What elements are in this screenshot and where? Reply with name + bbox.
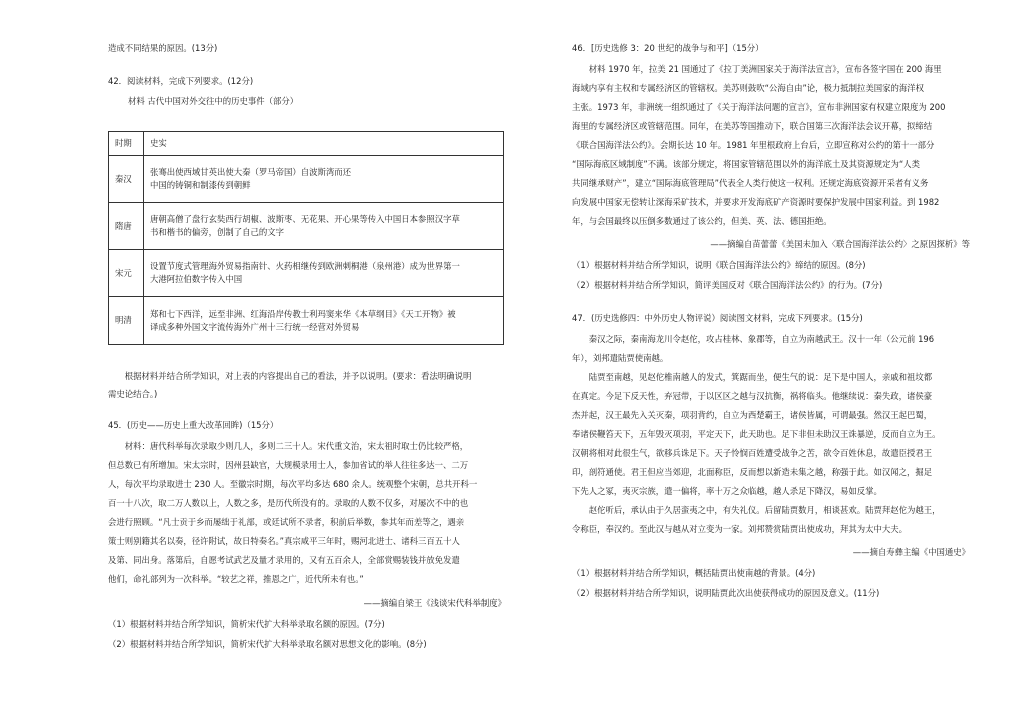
event-line: 张骞出使西域甘英出使大秦（罗马帝国）自波斯湾而还 [150,167,351,178]
q47-material-line: 汉朝将相对此很生气，欲移兵诛足下。天子怜悯百姓遭受战争之苦，欲令百姓休息，故遣臣授君王 [572,448,933,458]
table-cell-period: 隋唐 [109,203,144,250]
event-line: 书和楷书的偏旁，创制了自己的文字 [150,227,284,237]
table-row [109,297,504,345]
q46-material-line: 材料 1970 年，拉美 21 国通过了《拉丁美洲国家关于海洋法宣言》，宣布各签字国在 200 海里 [588,64,942,74]
q45-material-line: 及第、同出身。落第后，自愿考试武艺及量才录用的，又有五百余人，全部赏赐装钱并放免发遣 [108,555,460,565]
q46-material-line: 《联合国海洋法公约》。会期长达 10 年。1981 年里根政府上台后，立即宣称对公约的第十一部分 [572,140,935,150]
table-cell-period: 秦汉 [109,156,144,203]
event-line: 译成多种外国文字流传海外广州十三行统一经营对外贸易 [150,321,360,332]
q46-material-line: 年，与会国最终以压倒多数通过了该公约，但美、英、法、德国拒绝。 [572,216,832,226]
table-cell-period: 明清 [109,297,144,345]
q46-subquestion-1: （1）根据材料并结合所学知识，说明《联合国海洋法公约》缔结的原因。(8分) [572,260,866,270]
q47-subquestion-2: （2）根据材料并结合所学知识，说明陆贾此次出使获得成功的原因及意义。(11分) [572,588,880,598]
q42-instruction-line-2: 需史论结合。) [108,389,158,399]
q46-subquestion-2: （2）根据材料并结合所学知识，简评美国反对《联合国海洋法公约》的行为。(7分) [572,280,883,290]
q47-material-line: 在真定。今足下反天性，弃冠带，于以区区之越与汉抗衡，祸将临头。他继续说：秦失政，诸侯豪 [572,391,933,401]
q42-header: 42．阅读材料，完成下列要求。(12分) [108,76,254,86]
q47-material-line: 下先人之冢，夷灭宗族，遣一偏将，率十万之众临越，越人杀足下降汉，易如反掌。 [572,486,882,496]
q47-material-line: 秦汉之际，秦南海龙川令赵佗，攻占桂林、象郡等，自立为南越武王。汉十一年（公元前 196 [588,334,935,344]
event-line: 设置节度式管理海外贸易指南针、火药相继传到欧洲刺桐港（泉州港）成为世界第一 [150,261,460,272]
q46-material-line: 海域内享有主权和专属经济区的管辖权。美苏则鼓吹“公海自由”论，极力抵制拉美国家的海洋权 [572,83,925,93]
q45-material-line: 人，每次平均录取进士 230 人。至徽宗时期，每次平均多达 680 余人。统观整个宋朝，总共开科一 [108,479,478,489]
q46-header: 46．[历史选修 3：20 世纪的战争与和平]（15分） [572,43,764,53]
table-row [109,156,504,203]
table-cell-event [144,203,504,250]
q46-material-line: 向发展中国家无偿转让深海采矿技术，并要求开发海底矿产资源时要保护发展中国家利益。到 1982 [572,197,940,207]
q46-material-line: 主张。1973 年，非洲统一组织通过了《关于海洋法问题的宣言》，宣布非洲国家有权建立限度为 200 [572,102,946,112]
q47-material-line: 陆贾至南越，见赵佗椎南越人的发式，箕踞而坐，便生气的说：足下是中国人，亲戚和祖坟都 [588,372,933,382]
q47-material-line: 令称臣，奉汉约。至此汉与越从对立变为一家。刘邦赞赏陆贾出使成功，拜其为太中大夫。 [572,524,907,534]
q45-material-line: 百一十八次，取二万人数以上，人数之多，是历代所没有的。录取的人数不仅多，对屡次不中的也 [108,498,469,508]
q47-source: ——摘自寿彝主编《中国通史》 [852,547,970,557]
history-events-table [108,131,504,345]
q47-subquestion-1: （1）根据材料并结合所学知识，概括陆贾出使南越的背景。(4分) [572,568,816,578]
q46-material-line: “国际海底区域制度”不满。该部分规定，将国家管辖范围以外的海洋底土及其资源规定为“人类 [572,159,921,169]
event-line: 大港阿拉伯数字传入中国 [150,274,243,284]
table-row [109,203,504,250]
q45-subquestion-2: （2）根据材料并结合所学知识，简析宋代扩大科举录取名额对思想文化的影响。(8分) [108,639,427,649]
table-cell-event [144,250,504,297]
q42-material-title: 材料 古代中国对外交往中的历史事件（部分） [128,96,299,106]
q45-material-line: 但总数已有所增加。宋太宗时，因州县缺官，大规模录用士人，参加省试的举人往往多达一、二万 [108,460,469,470]
table-cell-event [144,156,504,203]
q46-source: ——摘编自苗蕾蕾《美国未加入〈联合国海洋法公约〉之原因探析》等 [710,239,970,249]
q45-material-line: 会进行照顾。“凡士贡于乡而屡绌于礼部，或廷试所不录者，积前后举数，参其年而差等之，遇亲 [108,517,465,527]
table-header-period: 时期 [109,132,144,156]
table-cell-event [144,297,504,345]
q47-material-line: 赵佗听后，承认由于久居蛮夷之中，有失礼仪。后留陆贾数月，相谈甚欢。陆贾拜赵佗为越王， [588,505,941,515]
q47-header: 47．(历史选修四：中外历史人物评说）阅读图文材料，完成下列要求。(15分) [572,313,863,323]
q45-subquestion-1: （1）根据材料并结合所学知识，简析宋代扩大科举录取名额的原因。(7分) [108,619,385,629]
table-header-row [109,132,504,156]
q47-material-line: 杰并起，汉王最先入关灭秦，项羽背约，自立为西楚霸王，诸侯皆属，可谓最强。然汉王起巴蜀， [572,410,933,420]
q45-material-line: 他们，命礼部列为一次科举。“较艺之祥，推恩之广，近代所未有也。” [108,574,364,584]
table-row [109,250,504,297]
q46-material-line: 海里的专属经济区或管辖范围。同年，在美苏等国推动下，联合国第三次海洋法会议开幕，拟缔结 [572,121,933,131]
table-cell-period: 宋元 [109,250,144,297]
event-line: 唐朝高僧了盘行玄奘西行胡椒、波斯枣、无花果、开心果等传入中国日本参照汉字草 [150,214,460,225]
event-line: 中国的铸铜和制漆传到朝鲜 [150,180,251,190]
q46-material-line: 共同继承财产”，建立“国际海底管理局”代表全人类行使这一权利。还规定海底资源开采者有义务 [572,178,929,188]
table-header-event: 史实 [144,132,504,156]
q45-material-line: 策士则别籍其名以奏，径许附试，故日特奏名。”真宗咸平三年时，赐河北进士、诸科三百五十人 [108,536,460,546]
q47-material-line: 印，剖符通使。君王但应当郊迎，北面称臣，反而想以新造未集之越，称强于此。如汉闻之，掘足 [572,467,933,477]
q45-material-line: 材料：唐代科举每次录取少则几人，多则二三十人。宋代重文治，宋太祖时取士仍比较严格， [124,441,469,451]
event-line: 郑和七下西洋，远至非洲、红海沿岸传教士利玛窦来华《本草纲目》《天工开物》被 [150,308,456,319]
q45-source: ——摘编自梁王《浅谈宋代科举制度》 [363,598,506,608]
q47-material-line: 年），刘邦遣陆贾使南越。 [572,353,669,363]
q47-material-line: 奉诸侯鞭笞天下，五年毁灭项羽，平定天下，此天助也。足下非但未助汉王诛暴逆，反而自立为王。 [572,429,941,439]
carry-over-line: 造成不同结果的原因。(13分) [108,43,218,53]
q45-header: 45．(历史——历史上重大改革回眸)（15分） [108,420,279,430]
q42-instruction-line-1: 根据材料并结合所学知识，对上表的内容提出自己的看法，并予以说明。(要求：看法明确说明 [124,371,472,381]
